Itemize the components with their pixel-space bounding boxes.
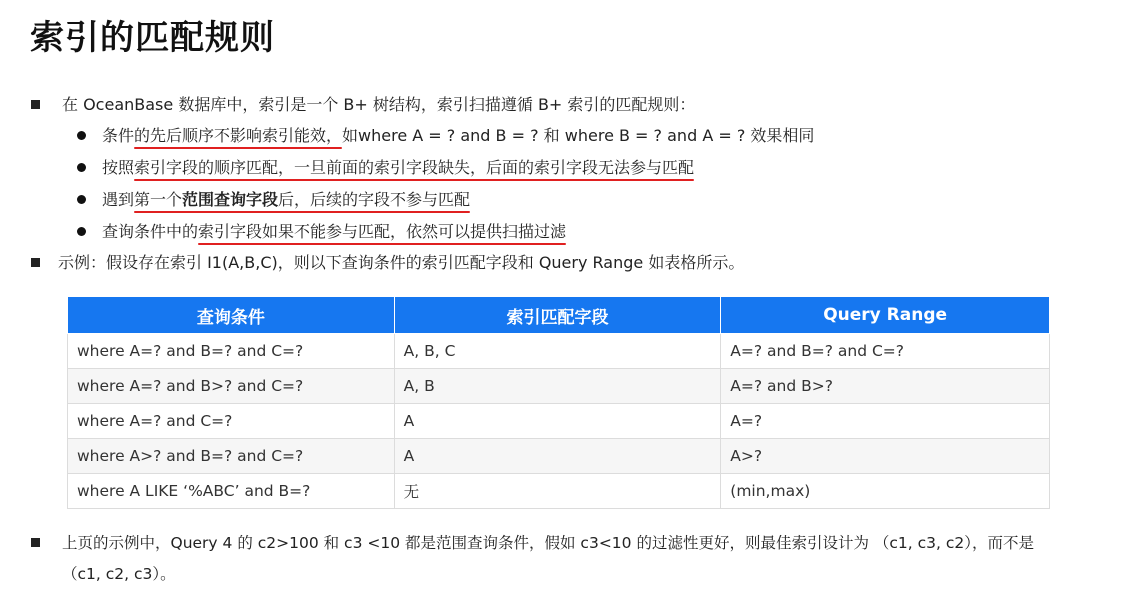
note-line-1: 上页的示例中，Query 4 的 c2>100 和 c3 <10 都是范围查询条件，假如 c3<10 的过滤性更好，则最佳索引设计为 （c1, c3, c2），而不是 [62, 534, 1034, 552]
square-bullet-icon [31, 538, 40, 547]
table-cell: (min,max) [721, 474, 1050, 509]
rule-3-bold: 范围查询字段 [182, 190, 279, 209]
table-cell: A, B, C [394, 334, 721, 369]
table-cell: A=? [721, 404, 1050, 439]
round-bullet-icon [77, 195, 86, 204]
rule-4-a: 查询条件中的 [102, 222, 199, 241]
table-row [68, 334, 1050, 369]
rule-3-a: 遇到 [102, 190, 135, 209]
table-cell: A=? and B>? [721, 369, 1050, 404]
table-cell: A>? [721, 439, 1050, 474]
table-cell: where A>? and B=? and C=? [68, 439, 395, 474]
square-bullet-icon [31, 258, 40, 267]
rule-1-c: 如where A = ? and B = ? 和 where B = ? and A = ? 效果相同 [342, 126, 815, 145]
rule-1-a: 条件 [102, 126, 135, 145]
table-cell: where A=? and B>? and C=? [68, 369, 395, 404]
rule-1 [102, 125, 814, 147]
rule-2 [102, 157, 694, 179]
rule-2-a: 按照 [102, 158, 135, 177]
example-text [58, 252, 744, 274]
table-header-cell: 查询条件 [68, 297, 395, 334]
round-bullet-icon [77, 227, 86, 236]
intro-text [62, 94, 695, 116]
rule-3-b1: 第一个 [134, 190, 183, 209]
table-cell: where A=? and C=? [68, 404, 395, 439]
table-cell: A=? and B=? and C=? [721, 334, 1050, 369]
table-cell: where A LIKE ‘%ABC’ and B=? [68, 474, 395, 509]
table-row [68, 439, 1050, 474]
intro-text-content: 在 OceanBase 数据库中，索引是一个 B+ 树结构，索引扫描遵循 B+ 索引的匹配规则： [62, 95, 696, 114]
table-cell: where A=? and B=? and C=? [68, 334, 395, 369]
rule-1-underlined: 的先后顺序不影响索引能效， [134, 126, 343, 145]
table-row [68, 404, 1050, 439]
table-header-row [68, 297, 1050, 334]
match-table [67, 296, 1050, 509]
table-header-cell: 索引匹配字段 [394, 297, 721, 334]
rule-3-b3: 后，后续的字段不参与匹配 [278, 190, 471, 209]
round-bullet-icon [77, 131, 86, 140]
table-cell: A [394, 439, 721, 474]
rule-4 [102, 221, 566, 243]
square-bullet-icon [31, 100, 40, 109]
page-title: 索引的匹配规则 [30, 18, 275, 58]
table-header-cell: Query Range [721, 297, 1050, 334]
round-bullet-icon [77, 163, 86, 172]
rule-3-underlined [134, 189, 470, 211]
rule-2-underlined: 索引字段的顺序匹配，一旦前面的索引字段缺失，后面的索引字段无法参与匹配 [134, 158, 695, 177]
table-cell: 无 [394, 474, 721, 509]
rule-3 [102, 189, 470, 211]
table-row [68, 474, 1050, 509]
table-cell: A, B [394, 369, 721, 404]
note-line-2: （c1, c2, c3）。 [62, 565, 176, 583]
example-text-content: 示例：假设存在索引 I1(A,B,C)，则以下查询条件的索引匹配字段和 Query Range 如表格所示。 [58, 253, 745, 272]
rule-4-underlined: 索引字段如果不能参与匹配，依然可以提供扫描过滤 [198, 222, 567, 241]
table-cell: A [394, 404, 721, 439]
table-row [68, 369, 1050, 404]
